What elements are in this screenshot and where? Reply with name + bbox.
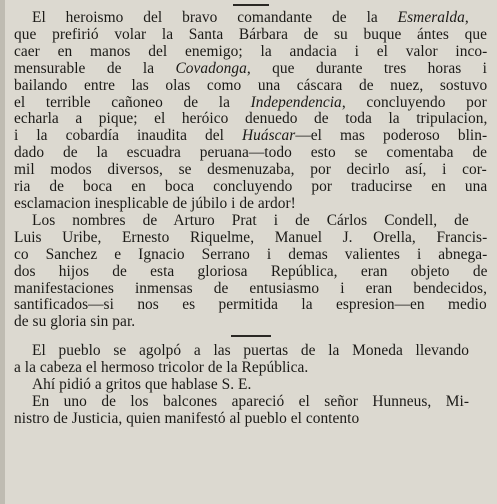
- text-line: esclamacion inesplicable de júbilo i de ardor!: [14, 194, 296, 212]
- text-line: el terrible cañoneo de la Independencia, concluyendo por: [14, 93, 487, 111]
- text-line: Los nombres de Arturo Prat i de Cárlos Condell, de: [32, 211, 469, 229]
- section-divider-middle: [231, 335, 271, 337]
- text-line: de su gloria sin par.: [14, 313, 136, 331]
- text-line: echarla a pique; el heróico denuedo de toda la tripulacion,: [14, 110, 488, 128]
- paragraph-5: [14, 394, 487, 428]
- text-line: El heroismo del bravo comandante de la Esmeralda,: [32, 9, 469, 26]
- paragraph-4: [14, 377, 487, 394]
- text-line: ria de boca en boca concluyendo por traducirse en una: [14, 178, 488, 196]
- text-line: santificados—si nos es permitida la espresion—en medio: [14, 296, 487, 314]
- text-line: Ahí pidió a gritos que hablase S. E.: [32, 376, 252, 394]
- text-line: a la cabeza el hermoso tricolor de la República.: [14, 359, 309, 377]
- text-line: manifestaciones inmensas de entusiasmo i eran bendecidos,: [14, 279, 487, 297]
- text-line: En uno de los balcones apareció el señor Hunneus, Mi-: [32, 392, 470, 410]
- text-line: nistro de Justicia, quien manifestó al pueblo el contento: [14, 409, 360, 427]
- text-line: mil modos diversos, se desmenuzaba, por decirlo así, i cor-: [14, 161, 487, 179]
- text-line: co Sanchez e Ignacio Serrano i demas valientes i abnega-: [14, 245, 488, 263]
- text-line: mensurable de la Covadonga, que durante tres horas i: [14, 59, 487, 77]
- paragraph-2: [14, 213, 487, 331]
- text-line: que prefirió volar la Santa Bárbara de su buque ántes que: [14, 25, 487, 43]
- paragraph-3: [14, 343, 487, 377]
- page-edge: [0, 0, 5, 504]
- text-line: dado de la escuadra peruana—todo esto se comentaba de: [14, 144, 488, 162]
- text-line: caer en manos del enemigo; la andacia i el valor inco-: [14, 42, 488, 60]
- section-divider-top: [233, 4, 269, 6]
- text-line: bailando entre las olas como una cáscara de nuez, sostuvo: [14, 76, 488, 94]
- text-line: dos hijos de esta gloriosa República, eran objeto de: [14, 262, 488, 280]
- text-line: Luis Uribe, Ernesto Riquelme, Manuel J. Orella, Francis-: [14, 228, 488, 246]
- paragraph-1: [14, 10, 487, 213]
- text-line: i la cobardía inaudita del Huáscar—el mas poderoso blin-: [14, 127, 488, 145]
- text-line: El pueblo se agolpó a las puertas de la Moneda llevando: [32, 342, 469, 360]
